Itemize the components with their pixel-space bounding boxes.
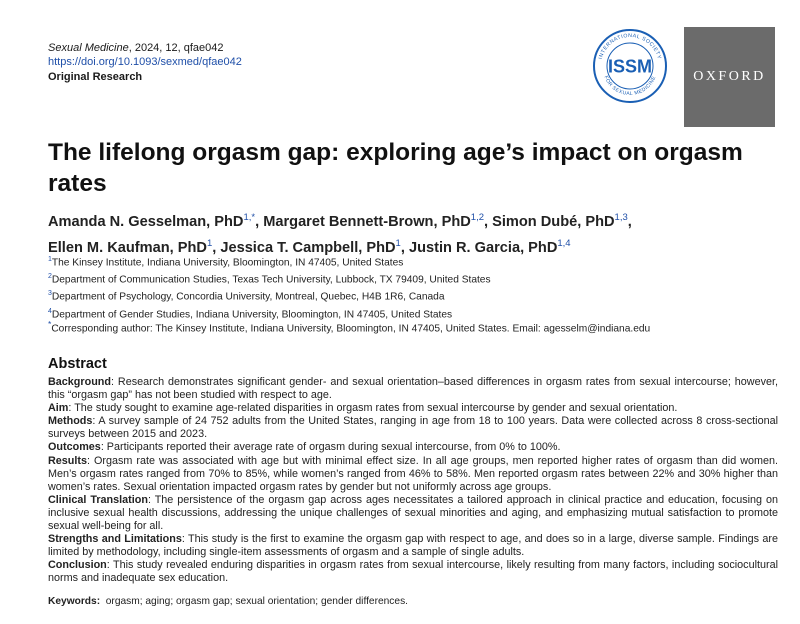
abstract-section-text: : Orgasm rate was associated with age but with minimal effect size. In all age groups, men reported higher rates of orgasm than did women. Men’s orgasm rates ranged from 70% to 85%, while women’s ranged from 46% to 58%. Men reported orgasm rates between 22% and 30% higher than women’s rates. Sexual orientation impacted orgasm rates by gender but not uniformly across age groups.: [48, 454, 778, 493]
author-affiliation-marker: 1,*: [243, 212, 256, 223]
abstract-section: [48, 455, 778, 494]
issm-ring-bottom-text: FOR SEXUAL MEDICINE: [602, 75, 658, 98]
abstract-section-label: Background: [48, 376, 111, 388]
corresponding-text: Corresponding author: The Kinsey Institute, Indiana University, Bloomington, IN 47405, United States. Email: agesselm@indiana.edu: [51, 323, 651, 335]
affiliation-text: Department of Gender Studies, Indiana University, Bloomington, IN 47405, United States: [51, 308, 453, 320]
keywords-text: orgasm; aging; orgasm gap; sexual orientation; gender differences.: [105, 596, 408, 607]
author-name: Ellen M. Kaufman, PhD: [48, 239, 207, 256]
abstract-section-label: Methods: [48, 415, 93, 428]
abstract-section: [48, 402, 778, 415]
affiliation-number: 1: [48, 256, 52, 263]
keywords: [48, 596, 408, 607]
abstract-section-text: : Research demonstrates significant gender- and sexual orientation–based differences in orgasm rates from sexual intercourse; however, this “orgasm gap” has not been studied with respect to age.: [48, 376, 778, 402]
author-name: Simon Dubé, PhD: [492, 213, 615, 230]
abstract-section: [48, 376, 778, 402]
author-affiliation-marker: 1: [395, 237, 401, 249]
affiliation-text: Department of Communication Studies, Texas Tech University, Lubbock, TX 79409, United States: [51, 274, 491, 286]
author-separator: ,: [212, 239, 221, 256]
abstract-section-label: Results: [48, 454, 88, 467]
abstract-section-label: Outcomes: [48, 441, 101, 454]
author-affiliation-marker: 1: [206, 237, 213, 249]
abstract-section-text: : The study sought to examine age-related disparities in orgasm rates from sexual intercourse by gender and sexual orientation.: [68, 402, 678, 415]
corresponding-star: *: [48, 319, 52, 329]
affiliation-number: 3: [48, 290, 52, 298]
abstract-section: [48, 559, 778, 585]
oxford-logo: [684, 27, 775, 127]
affiliation-list: [48, 253, 491, 322]
affiliation-text: Department of Psychology, Concordia University, Montreal, Quebec, H4B 1R6, Canada: [51, 291, 445, 303]
abstract-section-label: Strengths and Limitations: [48, 533, 182, 546]
author-affiliation-marker: 1,4: [557, 237, 571, 249]
abstract-section-text: : The persistence of the orgasm gap across ages necessitates a tailored approach in clinical practice and education, focusing on inclusive sexual health discussions, addressing the unique challenges of sexual minorities and aging, and emphasizing mutual satisfaction to promote sexual well-being for all.: [48, 493, 778, 533]
abstract-section-label: Clinical Translation: [48, 493, 148, 506]
author-affiliation-marker: 1,2: [470, 212, 484, 223]
author-name: Justin R. Garcia, PhD: [408, 239, 558, 256]
article-title: The lifelong orgasm gap: exploring age’s impact on orgasm rates: [48, 139, 743, 197]
keywords-label: Keywords:: [48, 596, 101, 607]
abstract-section-text: : A survey sample of 24 752 adults from the United States, ranging in age from 18 to 100 years. Data were collected across 8 cross-sectional surveys between 2015 and 2023.: [48, 415, 778, 441]
author-name: Margaret Bennett-Brown, PhD: [263, 213, 471, 230]
author-separator: ,: [484, 213, 493, 230]
affiliation-item: [48, 287, 491, 304]
affiliation-text: The Kinsey Institute, Indiana University, Bloomington, IN 47405, United States: [51, 257, 404, 269]
article-type: Original Research: [48, 71, 143, 83]
abstract-section: [48, 415, 778, 441]
oxford-logo-text: OXFORD: [693, 69, 766, 84]
author-separator: ,: [255, 213, 264, 230]
author-affiliation-marker: 1,3: [614, 212, 628, 223]
abstract-section-text: : This study revealed enduring disparities in orgasm rates from sexual intercourse, likely resulting from many factors, including sociocultural norms and inadequate sex education.: [48, 559, 778, 585]
abstract-section: [48, 441, 778, 454]
abstract-section-label: Aim: [48, 402, 69, 415]
issm-logo: [592, 28, 668, 104]
abstract-body: [48, 376, 778, 586]
author-separator: ,: [400, 239, 409, 256]
author-name: Jessica T. Campbell, PhD: [220, 239, 396, 256]
abstract-section-label: Conclusion: [48, 559, 107, 572]
doi-link[interactable]: https://doi.org/10.1093/sexmed/qfae042: [48, 56, 242, 68]
abstract-heading: Abstract: [48, 356, 107, 372]
author-separator: ,: [627, 213, 632, 230]
issm-ring-top-text: INTERNATIONAL SOCIETY: [597, 32, 663, 61]
corresponding-author: [48, 318, 650, 335]
affiliation-number: 2: [48, 273, 52, 281]
affiliation-number: 4: [48, 307, 52, 315]
affiliation-item: [48, 253, 491, 270]
abstract-section: [48, 494, 778, 533]
abstract-section: [48, 533, 778, 559]
abstract-section-text: : Participants reported their average rate of orgasm during sexual intercourse, from 0% to 100%.: [100, 441, 561, 454]
journal-info: [48, 41, 242, 84]
author-name: Amanda N. Gesselman, PhD: [48, 213, 244, 230]
affiliation-item: [48, 270, 491, 287]
journal-name: Sexual Medicine: [48, 42, 129, 54]
abstract-section-text: : This study is the first to examine the orgasm gap with respect to age, and does so in a large, diverse sample. Findings are limited by methodology, including single-item assessments of orgasm and a sample of single adults.: [48, 533, 779, 559]
issm-logo-text: ISSM: [607, 56, 653, 77]
journal-citation: , 2024, 12, qfae042: [128, 42, 224, 54]
author-list: [48, 207, 748, 259]
